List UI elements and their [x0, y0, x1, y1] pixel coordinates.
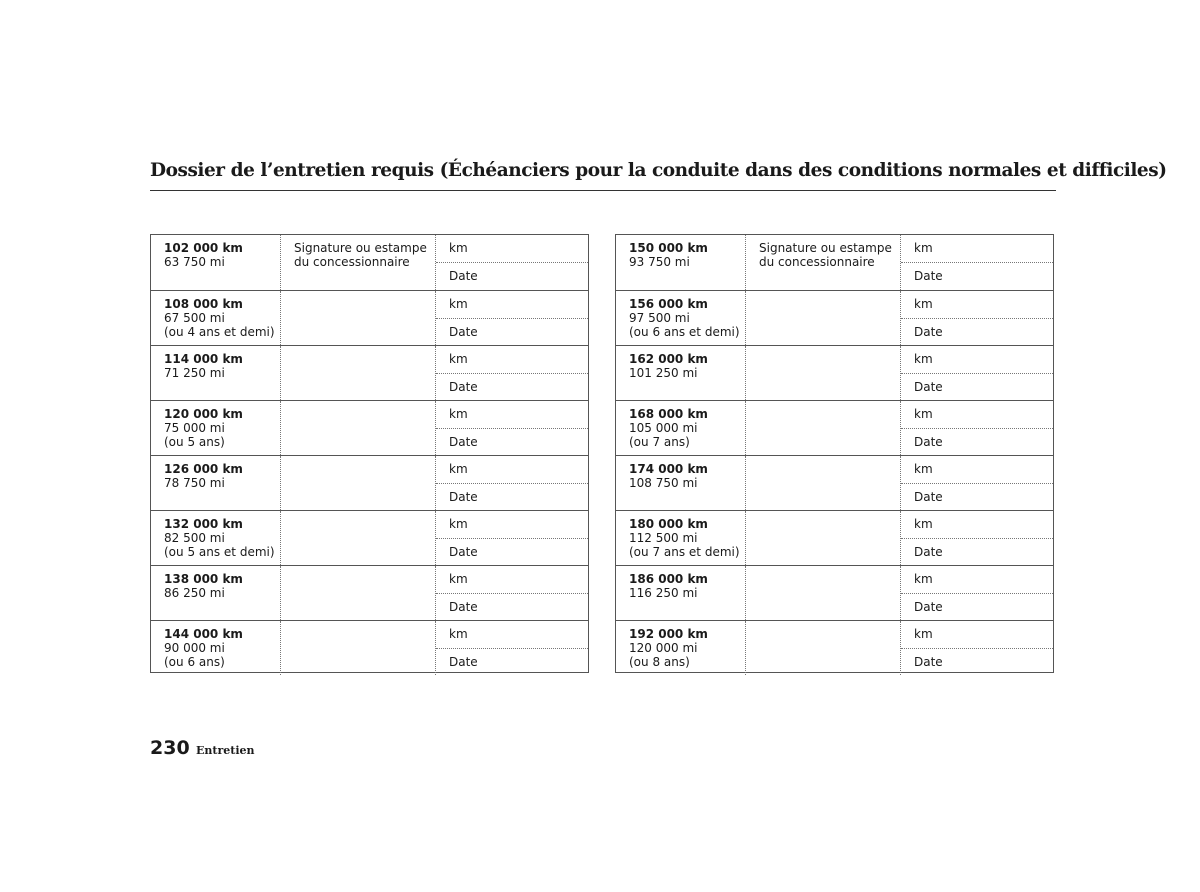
record-cell: [435, 291, 588, 345]
mileage-mi: 108 750 mi: [629, 476, 698, 490]
mileage-mi: 78 750 mi: [164, 476, 225, 490]
date-label: Date: [914, 380, 943, 394]
mileage-mi: 71 250 mi: [164, 366, 225, 380]
date-label: Date: [449, 600, 478, 614]
record-divider: [436, 538, 588, 539]
mileage-km: 102 000 km: [164, 241, 243, 255]
mileage-km: 138 000 km: [164, 572, 243, 586]
record-cell: [900, 511, 1053, 565]
mileage-km: 126 000 km: [164, 462, 243, 476]
maintenance-table-right: [615, 234, 1054, 673]
page-number: 230: [150, 737, 190, 759]
page-title: Dossier de l’entretien requis (Échéanciers pour la conduite dans des conditions normales et difficiles): [150, 160, 1167, 181]
table-row: [151, 400, 588, 455]
table-row: [151, 235, 588, 290]
record-cell: [435, 235, 588, 290]
record-divider: [436, 483, 588, 484]
date-label: Date: [449, 325, 478, 339]
km-label: km: [449, 627, 468, 641]
signature-cell: [745, 511, 900, 565]
record-divider: [436, 648, 588, 649]
signature-cell: [280, 291, 435, 345]
mileage-mi: 116 250 mi: [629, 586, 698, 600]
mileage-km: 180 000 km: [629, 517, 708, 531]
record-cell: [435, 346, 588, 400]
mileage-cell: [616, 566, 745, 620]
mileage-cell: [151, 235, 280, 290]
mileage-years: (ou 4 ans et demi): [164, 325, 275, 339]
mileage-years: (ou 7 ans): [629, 435, 690, 449]
table-row: [616, 235, 1053, 290]
mileage-km: 168 000 km: [629, 407, 708, 421]
date-label: Date: [914, 545, 943, 559]
date-label: Date: [449, 435, 478, 449]
mileage-cell: [151, 621, 280, 675]
maintenance-table-left: [150, 234, 589, 673]
mileage-cell: [616, 456, 745, 510]
table-row: [151, 565, 588, 620]
km-label: km: [449, 352, 468, 366]
table-row: [616, 510, 1053, 565]
km-label: km: [914, 241, 933, 255]
mileage-cell: [616, 235, 745, 290]
table-row: [616, 565, 1053, 620]
signature-cell: [280, 621, 435, 675]
mileage-cell: [151, 456, 280, 510]
mileage-years: (ou 7 ans et demi): [629, 545, 740, 559]
mileage-km: 174 000 km: [629, 462, 708, 476]
table-row: [616, 290, 1053, 345]
signature-cell: [745, 346, 900, 400]
signature-cell: [280, 566, 435, 620]
signature-cell: [745, 621, 900, 675]
date-label: Date: [914, 490, 943, 504]
table-row: [616, 400, 1053, 455]
mileage-years: (ou 6 ans): [164, 655, 225, 669]
record-divider: [901, 428, 1053, 429]
mileage-cell: [616, 511, 745, 565]
mileage-cell: [151, 401, 280, 455]
mileage-mi: 67 500 mi: [164, 311, 225, 325]
mileage-mi: 82 500 mi: [164, 531, 225, 545]
record-divider: [901, 593, 1053, 594]
signature-cell: [280, 511, 435, 565]
mileage-mi: 101 250 mi: [629, 366, 698, 380]
record-divider: [436, 262, 588, 263]
km-label: km: [449, 517, 468, 531]
mileage-cell: [616, 346, 745, 400]
signature-cell: [745, 456, 900, 510]
signature-label-2: du concessionnaire: [294, 255, 410, 269]
record-divider: [436, 373, 588, 374]
km-label: km: [914, 517, 933, 531]
signature-label: Signature ou estampe: [294, 241, 427, 255]
signature-cell: [280, 456, 435, 510]
mileage-km: 108 000 km: [164, 297, 243, 311]
record-divider: [901, 538, 1053, 539]
mileage-km: 192 000 km: [629, 627, 708, 641]
signature-label-2: du concessionnaire: [759, 255, 875, 269]
mileage-mi: 105 000 mi: [629, 421, 698, 435]
mileage-km: 144 000 km: [164, 627, 243, 641]
record-cell: [435, 621, 588, 675]
date-label: Date: [914, 269, 943, 283]
km-label: km: [449, 241, 468, 255]
record-divider: [901, 373, 1053, 374]
mileage-km: 150 000 km: [629, 241, 708, 255]
signature-cell: [745, 566, 900, 620]
mileage-years: (ou 8 ans): [629, 655, 690, 669]
mileage-cell: [151, 566, 280, 620]
record-divider: [901, 483, 1053, 484]
km-label: km: [914, 462, 933, 476]
mileage-cell: [151, 511, 280, 565]
mileage-mi: 112 500 mi: [629, 531, 698, 545]
mileage-km: 114 000 km: [164, 352, 243, 366]
signature-label: Signature ou estampe: [759, 241, 892, 255]
record-cell: [900, 401, 1053, 455]
signature-cell: [745, 291, 900, 345]
mileage-mi: 63 750 mi: [164, 255, 225, 269]
record-cell: [900, 346, 1053, 400]
record-divider: [436, 593, 588, 594]
mileage-cell: [616, 401, 745, 455]
signature-cell: [280, 235, 435, 290]
mileage-cell: [616, 621, 745, 675]
km-label: km: [449, 572, 468, 586]
record-cell: [900, 456, 1053, 510]
record-cell: [435, 566, 588, 620]
record-cell: [435, 511, 588, 565]
record-divider: [436, 428, 588, 429]
date-label: Date: [449, 655, 478, 669]
record-cell: [435, 456, 588, 510]
date-label: Date: [914, 600, 943, 614]
section-name: Entretien: [196, 744, 255, 757]
signature-cell: [280, 346, 435, 400]
km-label: km: [914, 297, 933, 311]
record-divider: [901, 318, 1053, 319]
table-row: [151, 455, 588, 510]
record-cell: [900, 566, 1053, 620]
table-row: [151, 620, 588, 675]
table-row: [616, 455, 1053, 510]
date-label: Date: [449, 269, 478, 283]
km-label: km: [449, 297, 468, 311]
mileage-km: 162 000 km: [629, 352, 708, 366]
km-label: km: [914, 572, 933, 586]
date-label: Date: [449, 490, 478, 504]
mileage-years: (ou 6 ans et demi): [629, 325, 740, 339]
table-row: [151, 510, 588, 565]
date-label: Date: [449, 545, 478, 559]
km-label: km: [914, 627, 933, 641]
mileage-years: (ou 5 ans): [164, 435, 225, 449]
mileage-cell: [151, 291, 280, 345]
mileage-years: (ou 5 ans et demi): [164, 545, 275, 559]
mileage-mi: 120 000 mi: [629, 641, 698, 655]
km-label: km: [914, 352, 933, 366]
table-row: [616, 620, 1053, 675]
record-divider: [436, 318, 588, 319]
signature-cell: [745, 235, 900, 290]
mileage-mi: 93 750 mi: [629, 255, 690, 269]
signature-cell: [745, 401, 900, 455]
record-cell: [435, 401, 588, 455]
mileage-km: 132 000 km: [164, 517, 243, 531]
km-label: km: [449, 462, 468, 476]
record-cell: [900, 291, 1053, 345]
mileage-mi: 86 250 mi: [164, 586, 225, 600]
table-row: [616, 345, 1053, 400]
mileage-km: 156 000 km: [629, 297, 708, 311]
table-row: [151, 290, 588, 345]
mileage-km: 186 000 km: [629, 572, 708, 586]
signature-cell: [280, 401, 435, 455]
date-label: Date: [914, 655, 943, 669]
km-label: km: [449, 407, 468, 421]
km-label: km: [914, 407, 933, 421]
mileage-mi: 90 000 mi: [164, 641, 225, 655]
mileage-mi: 97 500 mi: [629, 311, 690, 325]
record-divider: [901, 648, 1053, 649]
date-label: Date: [449, 380, 478, 394]
date-label: Date: [914, 435, 943, 449]
title-divider: [150, 190, 1056, 191]
mileage-cell: [151, 346, 280, 400]
mileage-km: 120 000 km: [164, 407, 243, 421]
record-cell: [900, 235, 1053, 290]
table-row: [151, 345, 588, 400]
mileage-cell: [616, 291, 745, 345]
record-divider: [901, 262, 1053, 263]
mileage-mi: 75 000 mi: [164, 421, 225, 435]
date-label: Date: [914, 325, 943, 339]
record-cell: [900, 621, 1053, 675]
